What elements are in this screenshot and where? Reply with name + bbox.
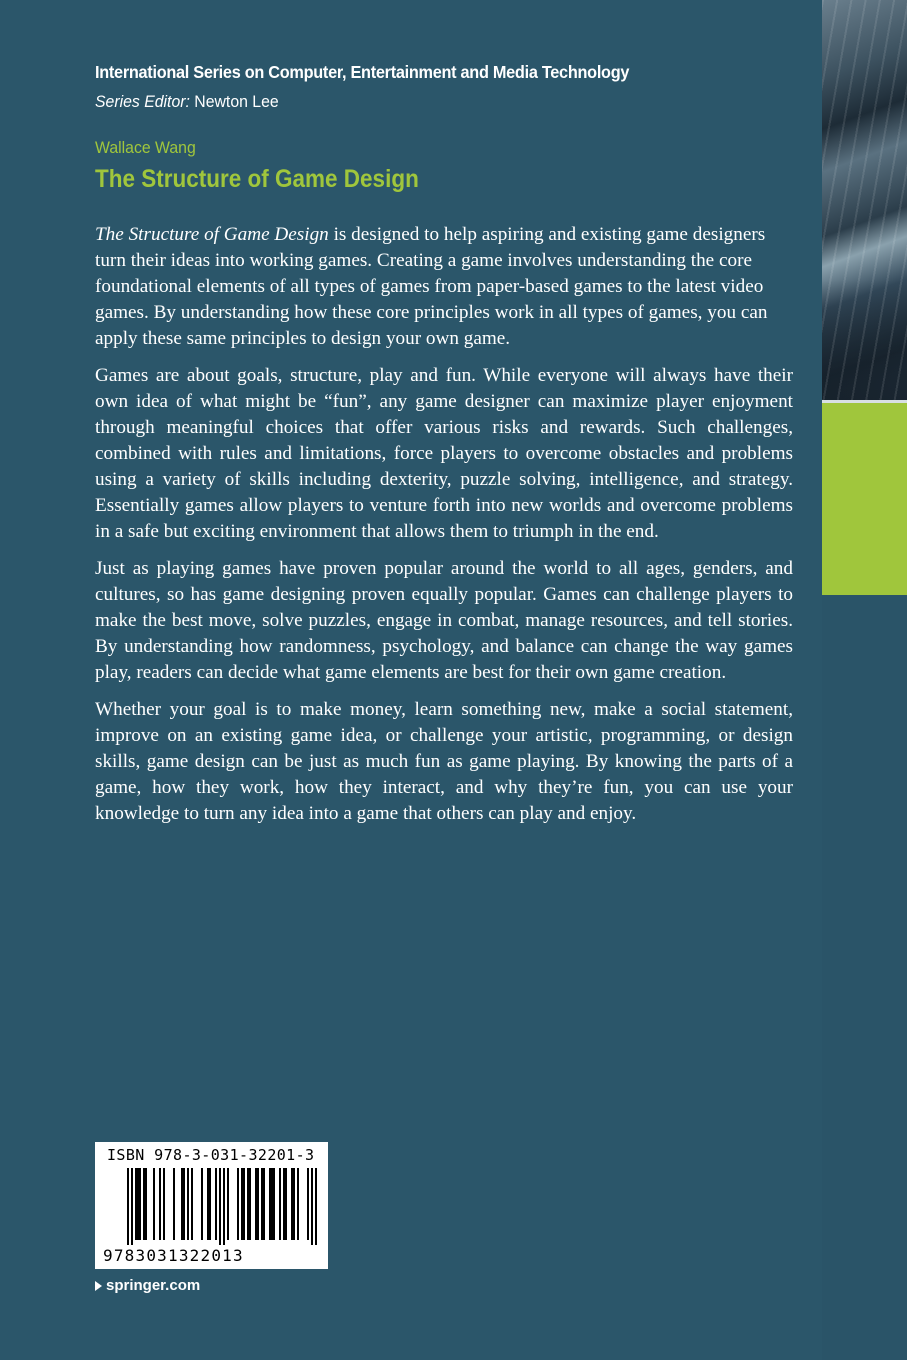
description-title-italic: The Structure of Game Design <box>95 224 329 245</box>
description-paragraph-1-text: is designed to help aspiring and existing game designers turn their ideas into working games. Creating a game involves understanding the core foundational elements of all types of games from paper-based games to the latest video games. By understanding how these core principles work in all types of games, you can apply these same principles to design your own game. <box>95 224 768 349</box>
barcode-bar <box>249 1168 251 1240</box>
description-paragraph-1 <box>95 222 793 352</box>
barcode-bar <box>263 1168 265 1240</box>
book-title: The Structure of Game Design <box>95 165 419 193</box>
barcode-bar <box>139 1168 141 1240</box>
barcode-bar <box>181 1168 183 1240</box>
barcode-bar <box>237 1168 239 1240</box>
isbn-label: ISBN 978-3-031-32201-3 <box>107 1146 315 1164</box>
series-title: International Series on Computer, Entertainment and Media Technology <box>95 62 630 82</box>
barcode-bar <box>153 1168 155 1240</box>
barcode-bar <box>297 1168 299 1240</box>
barcode-bar <box>131 1168 133 1245</box>
barcode-bar <box>215 1168 217 1240</box>
barcode-bar <box>307 1168 309 1240</box>
publisher-website-text[interactable]: springer.com <box>106 1277 201 1294</box>
barcode-bars <box>127 1168 317 1245</box>
book-description <box>95 222 793 838</box>
barcode-bar <box>243 1168 245 1240</box>
barcode-bar <box>201 1168 203 1240</box>
spine-strip <box>822 0 907 1360</box>
barcode-bar <box>187 1168 189 1240</box>
barcode-bar <box>223 1168 225 1245</box>
barcode-bar <box>219 1168 221 1245</box>
barcode-bar <box>311 1168 313 1245</box>
description-paragraph-4: Whether your goal is to make money, learn something new, make a social statement, improve on an existing game idea, or challenge your artistic, programming, or design skills, game design can be just as much fun as game playing. By knowing the parts of a game, how they work, how they interact, and why they’re fun, you can use your knowledge to turn any idea into a game that others can play and enjoy. <box>95 699 793 824</box>
ean-digits: 9783031322013 <box>103 1246 244 1265</box>
barcode-bar <box>143 1168 145 1240</box>
series-editor-name: Newton Lee <box>194 92 279 111</box>
barcode-bar <box>283 1168 285 1240</box>
barcode-bar <box>293 1168 295 1240</box>
barcode-bar <box>173 1168 175 1240</box>
barcode-bar <box>135 1168 137 1240</box>
spine-green-band <box>822 403 907 595</box>
barcode-bar <box>315 1168 317 1245</box>
description-paragraph-3: Just as playing games have proven popular around the world to all ages, genders, and cultures, so has game designing proven equally popular. Games can challenge players to make the best move, solve puzzles, engage in combat, manage resources, and tell stories. By understanding how randomness, psychology, and balance can change the way games play, readers can decide what game elements are best for their own game creation. <box>95 558 793 683</box>
barcode-bar <box>209 1168 211 1240</box>
barcode-bar <box>163 1168 165 1240</box>
barcode-bar <box>255 1168 257 1240</box>
series-editor <box>95 92 279 112</box>
barcode-bar <box>273 1168 275 1240</box>
spine-photo <box>822 0 907 400</box>
barcode-bar <box>247 1168 249 1240</box>
description-paragraph-2: Games are about goals, structure, play and fun. While everyone will always have their own idea of what might be “fun”, any game designer can maximize player enjoyment through meaningful choices that offer various risks and rewards. Such challenges, combined with rules and limitations, force players to overcome obstacles and problems using a variety of skills including dexterity, puzzle solving, intelligence, and strategy. Essentially games allow players to venture forth into new worlds and overcome problems in a safe but exciting environment that allows them to triumph in the end. <box>95 365 793 542</box>
barcode-bar <box>285 1168 287 1240</box>
barcode-bar <box>145 1168 147 1240</box>
barcode-bar <box>269 1168 271 1240</box>
barcode-bar <box>261 1168 263 1240</box>
barcode-bar <box>241 1168 243 1240</box>
barcode-bar <box>159 1168 161 1240</box>
arrow-right-icon <box>95 1281 102 1291</box>
barcode-bar <box>271 1168 273 1240</box>
barcode-bar <box>137 1168 139 1240</box>
barcode-bar <box>291 1168 293 1240</box>
publisher-website[interactable] <box>95 1277 200 1294</box>
barcode-bar <box>127 1168 129 1245</box>
barcode-bar <box>227 1168 229 1240</box>
barcode-bar <box>183 1168 185 1240</box>
barcode-bar <box>279 1168 281 1240</box>
book-author: Wallace Wang <box>95 138 196 157</box>
series-editor-label: Series Editor: <box>95 92 190 111</box>
barcode <box>95 1142 328 1269</box>
barcode-bar <box>257 1168 259 1240</box>
barcode-bar <box>207 1168 209 1240</box>
barcode-bar <box>191 1168 193 1240</box>
